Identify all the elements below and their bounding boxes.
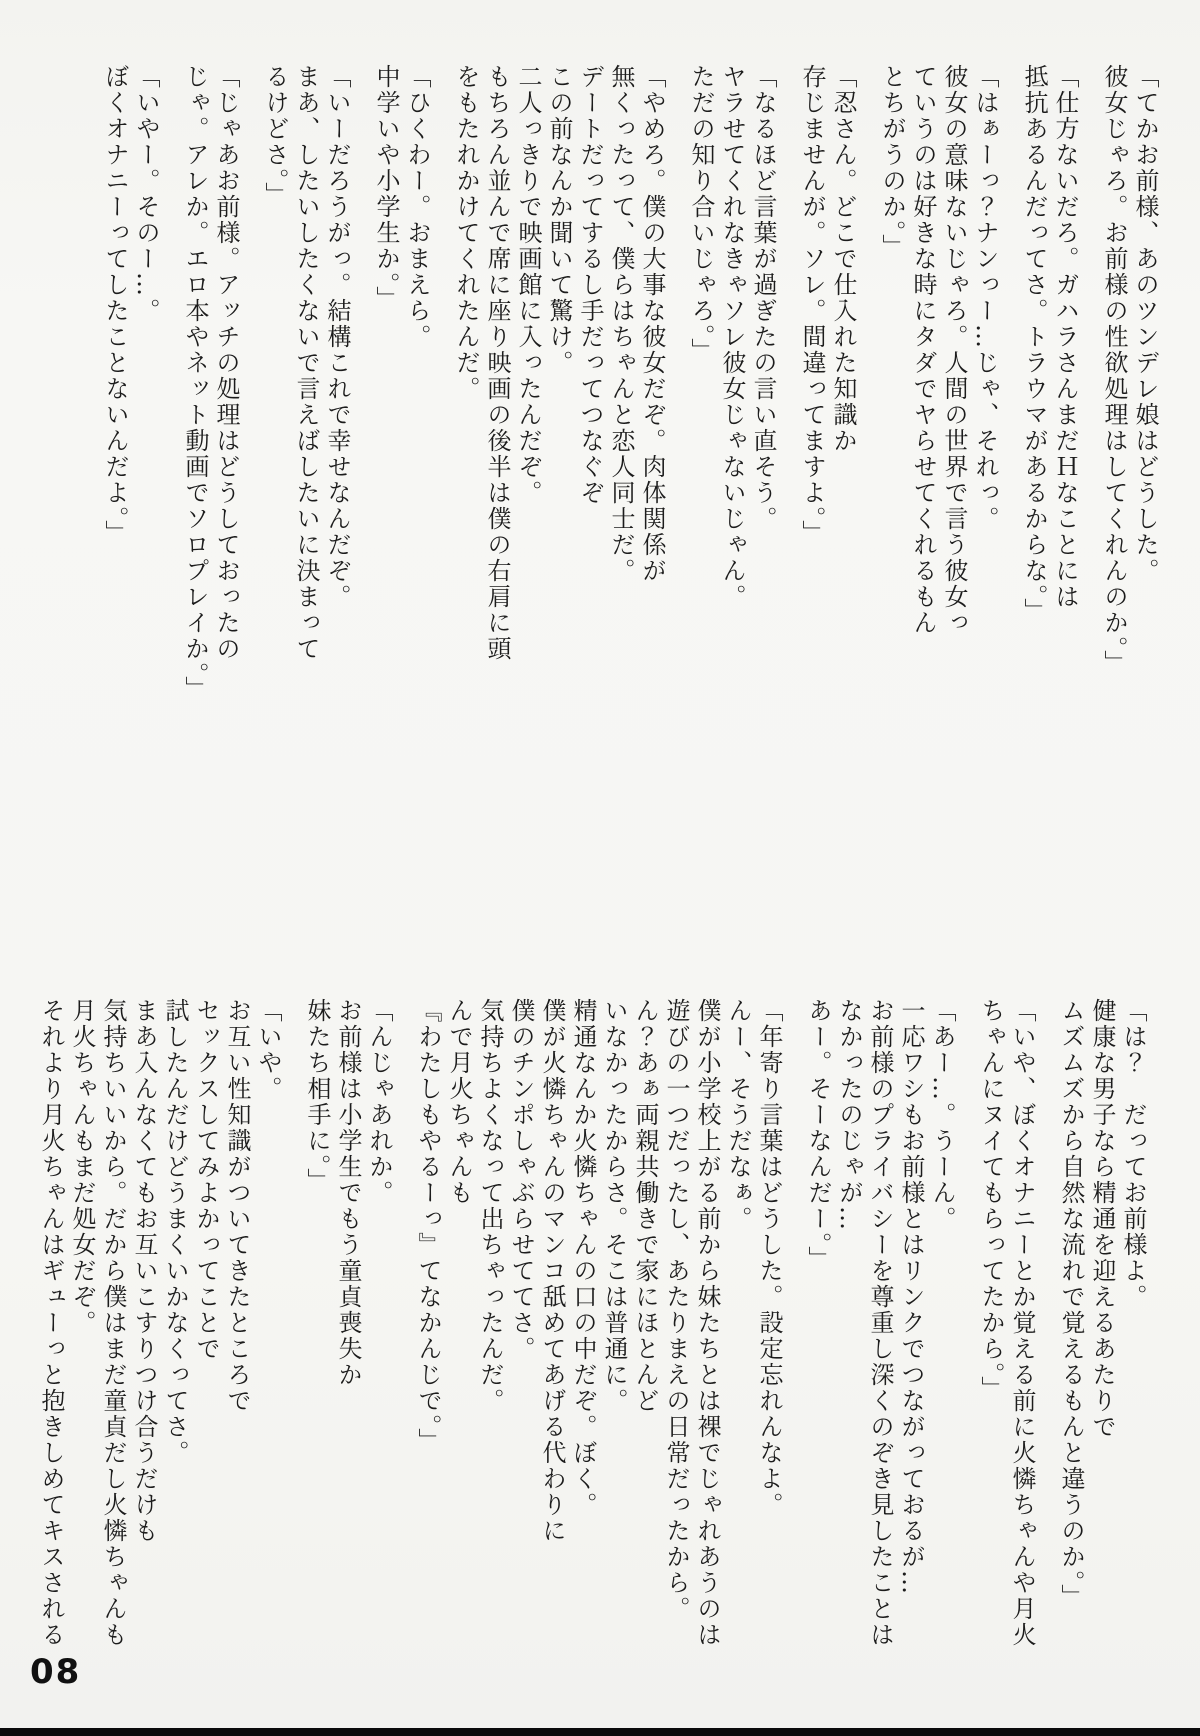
dialogue-line: 「いーだろうがっ。結構これで幸せなんだぞ。 [323, 64, 351, 610]
dialogue-block-bottom [35, 998, 1148, 1688]
dialogue-line: まあ入んなくてもお互いこすりつけ合うだけも [130, 998, 158, 1544]
speech-paragraph [450, 64, 667, 709]
dialogue-line: お前様は小学生でもう童貞喪失か [334, 998, 362, 1388]
dialogue-line: 健康な男子なら精通を迎えるあたりで [1088, 998, 1116, 1440]
dialogue-line: ヤラせてくれなきゃソレ彼女じゃないじゃん。 [718, 64, 746, 610]
dialogue-line: 一応ワシもお前様とはリンクでつながっておるが… [897, 998, 925, 1596]
dialogue-line: 気持ちよくなって出ちゃったんだ。 [476, 998, 504, 1414]
dialogue-line: じゃ。アレか。エロ本やネット動画でソロプレイか。」 [181, 64, 209, 702]
speech-paragraph [179, 64, 241, 709]
speech-paragraph [1098, 64, 1160, 709]
dialogue-line: この前なんか聞いて驚け。 [545, 64, 573, 376]
dialogue-line: 「んじゃあれか。 [365, 998, 393, 1206]
dialogue-line: とちがうのか。」 [878, 64, 906, 260]
dialogue-line: 『わたしもやるーっ』てなかんじで。」 [414, 998, 442, 1454]
speech-paragraph [412, 998, 784, 1688]
dialogue-line: 妹たち相手に。」 [303, 998, 331, 1194]
speech-paragraph [802, 998, 957, 1688]
dialogue-line: るけどさ。」 [261, 64, 289, 208]
speech-paragraph [796, 64, 858, 709]
speech-paragraph [301, 998, 394, 1688]
dialogue-line: ただの知り合いじゃろ。」 [687, 64, 715, 364]
dialogue-line: ん？あぁ両親共働きで家にほとんど [631, 998, 659, 1414]
dialogue-line: 僕のチンポしゃぶらせててさ。 [507, 998, 535, 1362]
dialogue-line: 「やめろ。僕の大事な彼女だぞ。肉体関係が [638, 64, 666, 584]
dialogue-line: ていうのは好きな時にタダでヤらせてくれるもん [909, 64, 937, 636]
speech-paragraph [35, 998, 283, 1688]
dialogue-line: デートだってするし手だってつなぐぞ [576, 64, 604, 506]
dialogue-line: 僕が小学校上がる前から妹たちとは裸でじゃれあうのは [693, 998, 721, 1648]
dialogue-line: 「ひくわー。おまえら。 [403, 64, 431, 350]
dialogue-line: 中学いや小学生か。」 [372, 64, 400, 312]
dialogue-line: ムズムズから自然な流れで覚えるもんと違うのか。」 [1057, 998, 1085, 1610]
dialogue-line: 試したんだけどうまくいかなくってさ。 [161, 998, 189, 1466]
page-number: 08 [30, 1652, 82, 1692]
dialogue-line: をもたれかけてくれたんだ。 [452, 64, 480, 402]
dialogue-line: お前様のプライバシーを尊重し深くのぞき見したことは [866, 998, 894, 1648]
dialogue-line: もちろん並んで席に座り映画の後半は僕の右肩に頭 [483, 64, 511, 662]
dialogue-line: ぼくオナニーってしたことないんだよ。」 [101, 64, 129, 546]
dialogue-line: 遊びの一つだったし、あたりまえの日常だったから。 [662, 998, 690, 1622]
dialogue-line: 月火ちゃんもまだ処女だぞ。 [68, 998, 96, 1336]
speech-paragraph [876, 64, 1000, 709]
dialogue-line: 「てかお前様、あのツンデレ娘はどうした。 [1131, 64, 1159, 584]
dialogue-block-top [99, 64, 1160, 709]
dialogue-line: 彼女の意味ないじゃろ。人間の世界で言う彼女っ [940, 64, 968, 636]
scan-edge [0, 1728, 1200, 1736]
dialogue-line: なかったのじゃが… [835, 998, 863, 1232]
dialogue-line: 「いやー。そのー…。 [132, 64, 160, 324]
dialogue-line: 無くったって、僕らはちゃんと恋人同士だ。 [607, 64, 635, 584]
speech-paragraph [1055, 998, 1148, 1688]
dialogue-line: セックスしてみよかってことで [192, 998, 220, 1362]
dialogue-line: あー。そーなんだー。」 [804, 998, 832, 1272]
dialogue-line: んで月火ちゃんも [445, 998, 473, 1206]
dialogue-line: 二人っきりで映画館に入ったんだぞ。 [514, 64, 542, 506]
dialogue-line: 「年寄り言葉はどうした。設定忘れんなよ。 [755, 998, 783, 1518]
dialogue-line: 「仕方ないだろ。ガハラさんまだＨなことには [1051, 64, 1079, 610]
dialogue-line: まあ、したいしたくないで言えばしたいに決まって [292, 64, 320, 662]
dialogue-line: 気持ちいいから。だから僕はまだ童貞だし火憐ちゃんも [99, 998, 127, 1648]
dialogue-line: 「いや。 [254, 998, 282, 1102]
dialogue-line: 「忍さん。どこで仕入れた知識か [829, 64, 857, 454]
dialogue-line: 「じゃあお前様。アッチの処理はどうしておったの [212, 64, 240, 662]
speech-paragraph [685, 64, 778, 709]
dialogue-line: それより月火ちゃんはギューっと抱きしめてキスされる [37, 998, 65, 1648]
speech-paragraph [99, 64, 161, 709]
dialogue-line: んー、そうだなぁ。 [724, 998, 752, 1232]
dialogue-line: 「は？ だってお前様よ。 [1119, 998, 1147, 1310]
dialogue-line: 「あー…。うーん。 [928, 998, 956, 1232]
speech-paragraph [259, 64, 352, 709]
dialogue-line: いなかったからさ。そこは普通に。 [600, 998, 628, 1414]
dialogue-line: 「はぁーっ？ナンっー…じゃ、それっ。 [971, 64, 999, 532]
dialogue-line: 「いや、ぼくオナニーとか覚える前に火憐ちゃんや月火 [1008, 998, 1036, 1648]
dialogue-line: 精通なんか火憐ちゃんの口の中だぞ。ぼく。 [569, 998, 597, 1518]
speech-paragraph [1018, 64, 1080, 709]
dialogue-line: お互い性知識がついてきたところで [223, 998, 251, 1414]
dialogue-line: 「なるほど言葉が過ぎたの言い直そう。 [749, 64, 777, 532]
dialogue-line: ちゃんにヌイてもらってたから。」 [977, 998, 1005, 1402]
dialogue-line: 抵抗あるんだってさ。トラウマがあるからな。」 [1020, 64, 1048, 624]
speech-paragraph [370, 64, 432, 709]
dialogue-line: 僕が火憐ちゃんのマンコ舐めてあげる代わりに [538, 998, 566, 1544]
dialogue-line: 存じませんが。ソレ。間違ってますよ。」 [798, 64, 826, 546]
speech-paragraph [975, 998, 1037, 1688]
dialogue-line: 彼女じゃろ。お前様の性欲処理はしてくれんのか。」 [1100, 64, 1128, 676]
